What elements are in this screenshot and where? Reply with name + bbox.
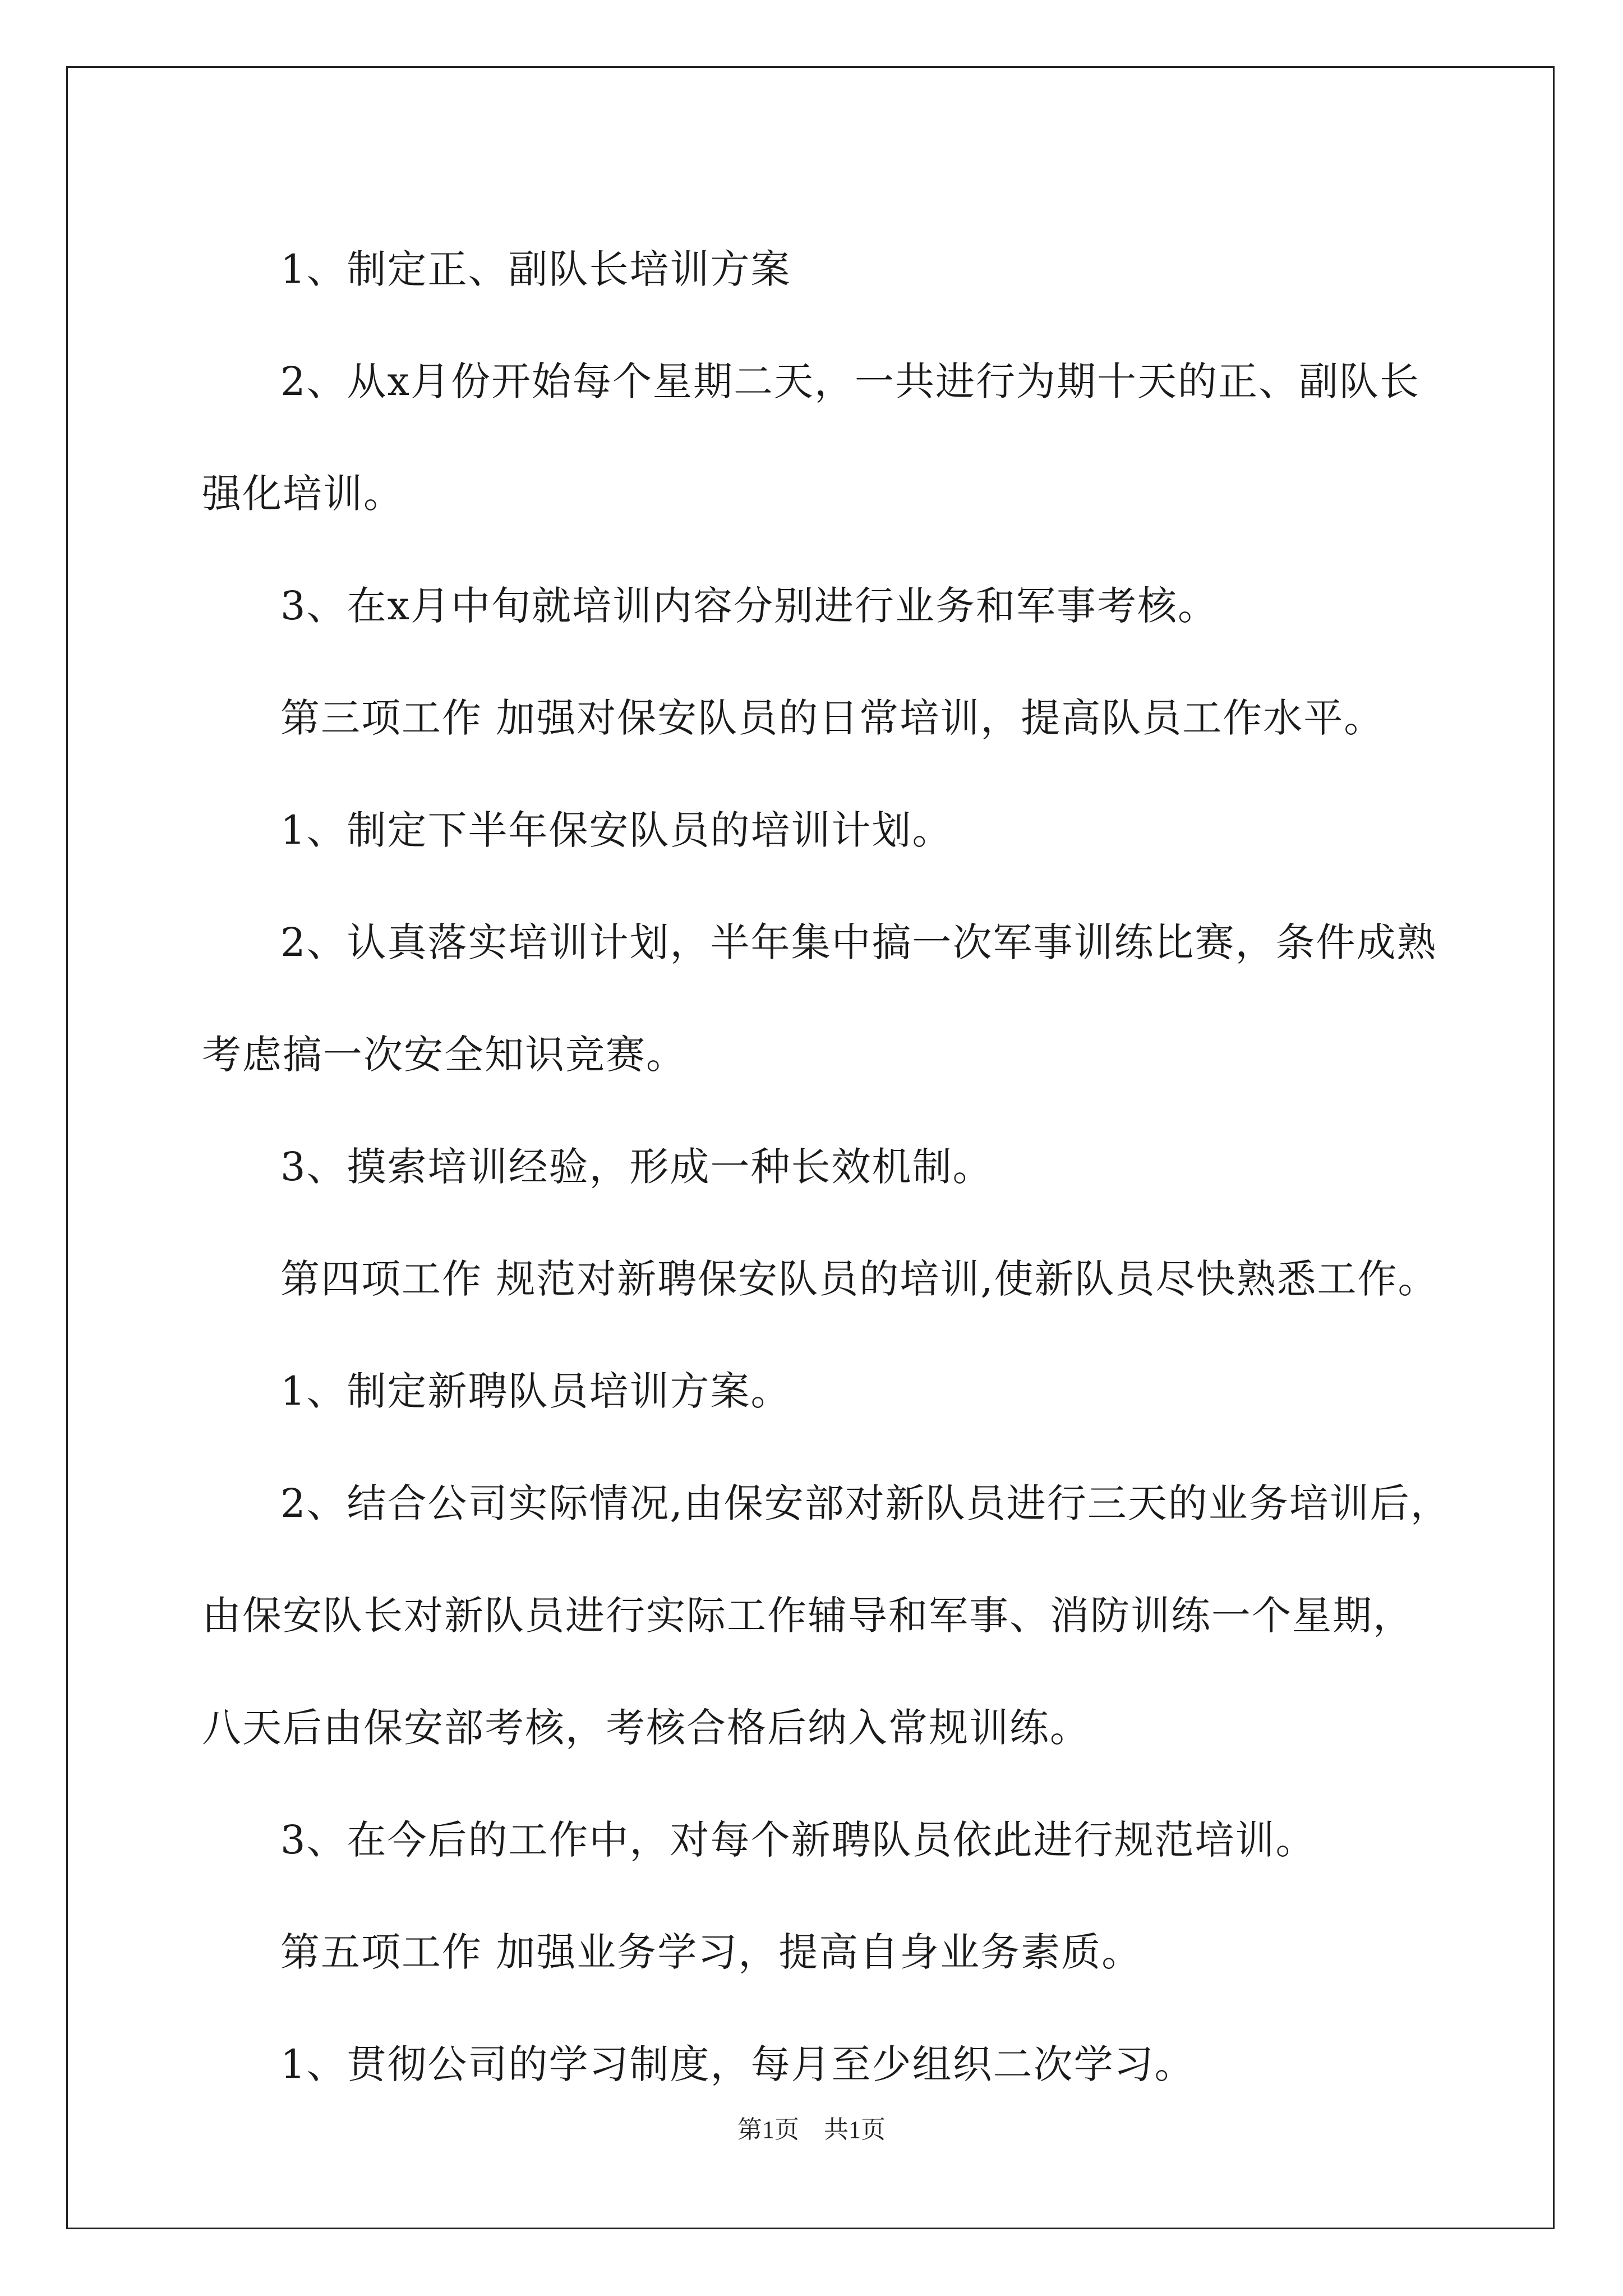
paragraph: 1、制定正、副队长培训方案: [280, 246, 791, 292]
paragraph: 1、制定下半年保安队员的培训计划。: [280, 807, 953, 853]
paragraph: 3、在今后的工作中，对每个新聘队员依此进行规范培训。: [280, 1817, 1316, 1863]
paragraph: 2、认真落实培训计划，半年集中搞一次军事训练比赛，条件成熟考虑搞一次安全知识竞赛。: [202, 919, 1437, 1078]
paragraph: 2、结合公司实际情况,由保安部对新队员进行三天的业务培训后，由保安队长对新队员进行实际工作辅导和军事、消防训练一个星期，八天后由保安部考核，考核合格后纳入常规训练。: [202, 1480, 1451, 1751]
paragraph: 1、贯彻公司的学习制度，每月至少组织二次学习。: [280, 2041, 1195, 2087]
paragraph: 3、摸索培训经验，形成一种长效机制。: [280, 1144, 993, 1190]
document-body: [202, 213, 1453, 2120]
section-heading: 第五项工作 加强业务学习，提高自身业务素质。: [280, 1929, 1142, 1975]
section-heading: 第四项工作 规范对新聘保安队员的培训,使新队员尽快熟悉工作。: [280, 1256, 1438, 1302]
page-number-footer: 第1页 共1页: [737, 2116, 886, 2143]
paragraph: 3、在x月中旬就培训内容分别进行业务和军事考核。: [280, 583, 1219, 629]
section-heading: 第三项工作 加强对保安队员的日常培训，提高队员工作水平。: [280, 695, 1385, 741]
paragraph: 2、从x月份开始每个星期二天，一共进行为期十天的正、副队长强化培训。: [202, 358, 1421, 517]
paragraph: 1、制定新聘队员培训方案。: [280, 1368, 791, 1414]
